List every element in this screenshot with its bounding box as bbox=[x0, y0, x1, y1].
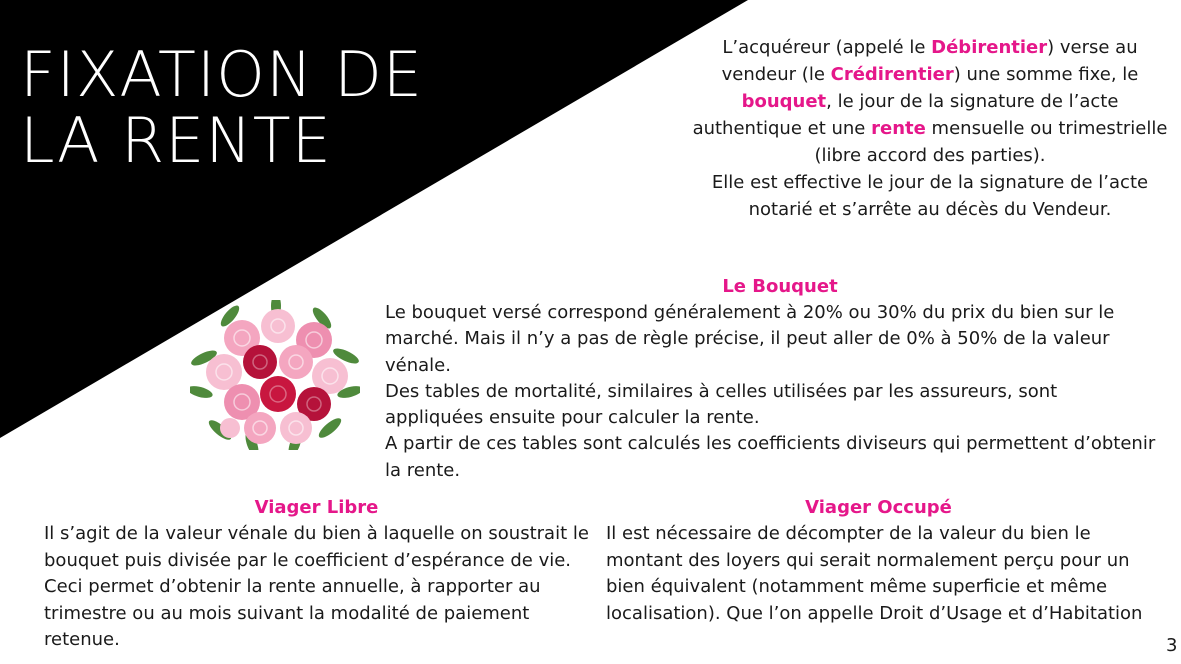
bouquet-section-text bbox=[385, 300, 1160, 484]
viager-occupe-section bbox=[606, 495, 1151, 627]
intro-text-4: , le jour de la signature de l’acte authentique et une bbox=[692, 91, 1119, 139]
bouquet-paragraph-3: A partir de ces tables sont calculés les coefficients diviseurs qui permettent d’obtenir la rente. bbox=[385, 433, 1156, 481]
title-line-1: FIXATION DE bbox=[20, 38, 423, 111]
intro-text-1: L’acquéreur (appelé le bbox=[722, 37, 932, 58]
viager-libre-section bbox=[44, 495, 589, 654]
bouquet-paragraph-2: Des tables de mortalité, similaires à celles utilisées par les assureurs, sont appliquées ensuite pour calculer la rente. bbox=[385, 380, 1058, 429]
viager-occupe-title: Viager Occupé bbox=[805, 497, 952, 518]
bouquet-section-title: Le Bouquet bbox=[722, 276, 838, 297]
highlight-bouquet: bouquet bbox=[741, 91, 827, 112]
intro-text-3: ) une somme fixe, le bbox=[953, 64, 1139, 85]
intro-paragraph-2: Elle est effective le jour de la signature de l’acte notarié et s’arrête au décès du Vendeur. bbox=[711, 172, 1149, 220]
highlight-credirentier: Crédirentier bbox=[830, 64, 954, 85]
page-number: 3 bbox=[1166, 635, 1178, 656]
intro-text-2: ) verse au vendeur (le bbox=[721, 37, 1138, 85]
title-line-2: LA RENTE bbox=[20, 104, 332, 177]
intro-text-5: mensuelle ou trimestrielle (libre accord des parties). bbox=[814, 118, 1168, 166]
viager-libre-text: Il s’agit de la valeur vénale du bien à laquelle on soustrait le bouquet puis divisée par le coefficient d’espérance de vie. Ceci permet d’obtenir la rente annuelle, à rapporter au trimestre ou au mois suivant la modalité de paiement retenue. bbox=[44, 523, 589, 650]
viager-occupe-text: Il est nécessaire de décompter de la valeur du bien le montant des loyers qui serait normalement perçu pour un bien équivalent (notamment même superficie et même localisation). Que l’on appelle Droit d’Usage et d’Habitation bbox=[606, 523, 1143, 624]
bouquet-paragraph-1: Le bouquet versé correspond généralement à 20% ou 30% du prix du bien sur le marché. Mais il n’y a pas de règle précise, il peut aller de 0% à 50% de la valeur vénale. bbox=[385, 302, 1115, 376]
highlight-rente: rente bbox=[871, 118, 926, 139]
slide-title bbox=[20, 38, 423, 177]
viager-libre-title: Viager Libre bbox=[254, 497, 379, 518]
intro-paragraph bbox=[690, 34, 1170, 223]
rose-bouquet-illustration bbox=[190, 300, 360, 450]
highlight-debirentier: Débirentier bbox=[931, 37, 1048, 58]
